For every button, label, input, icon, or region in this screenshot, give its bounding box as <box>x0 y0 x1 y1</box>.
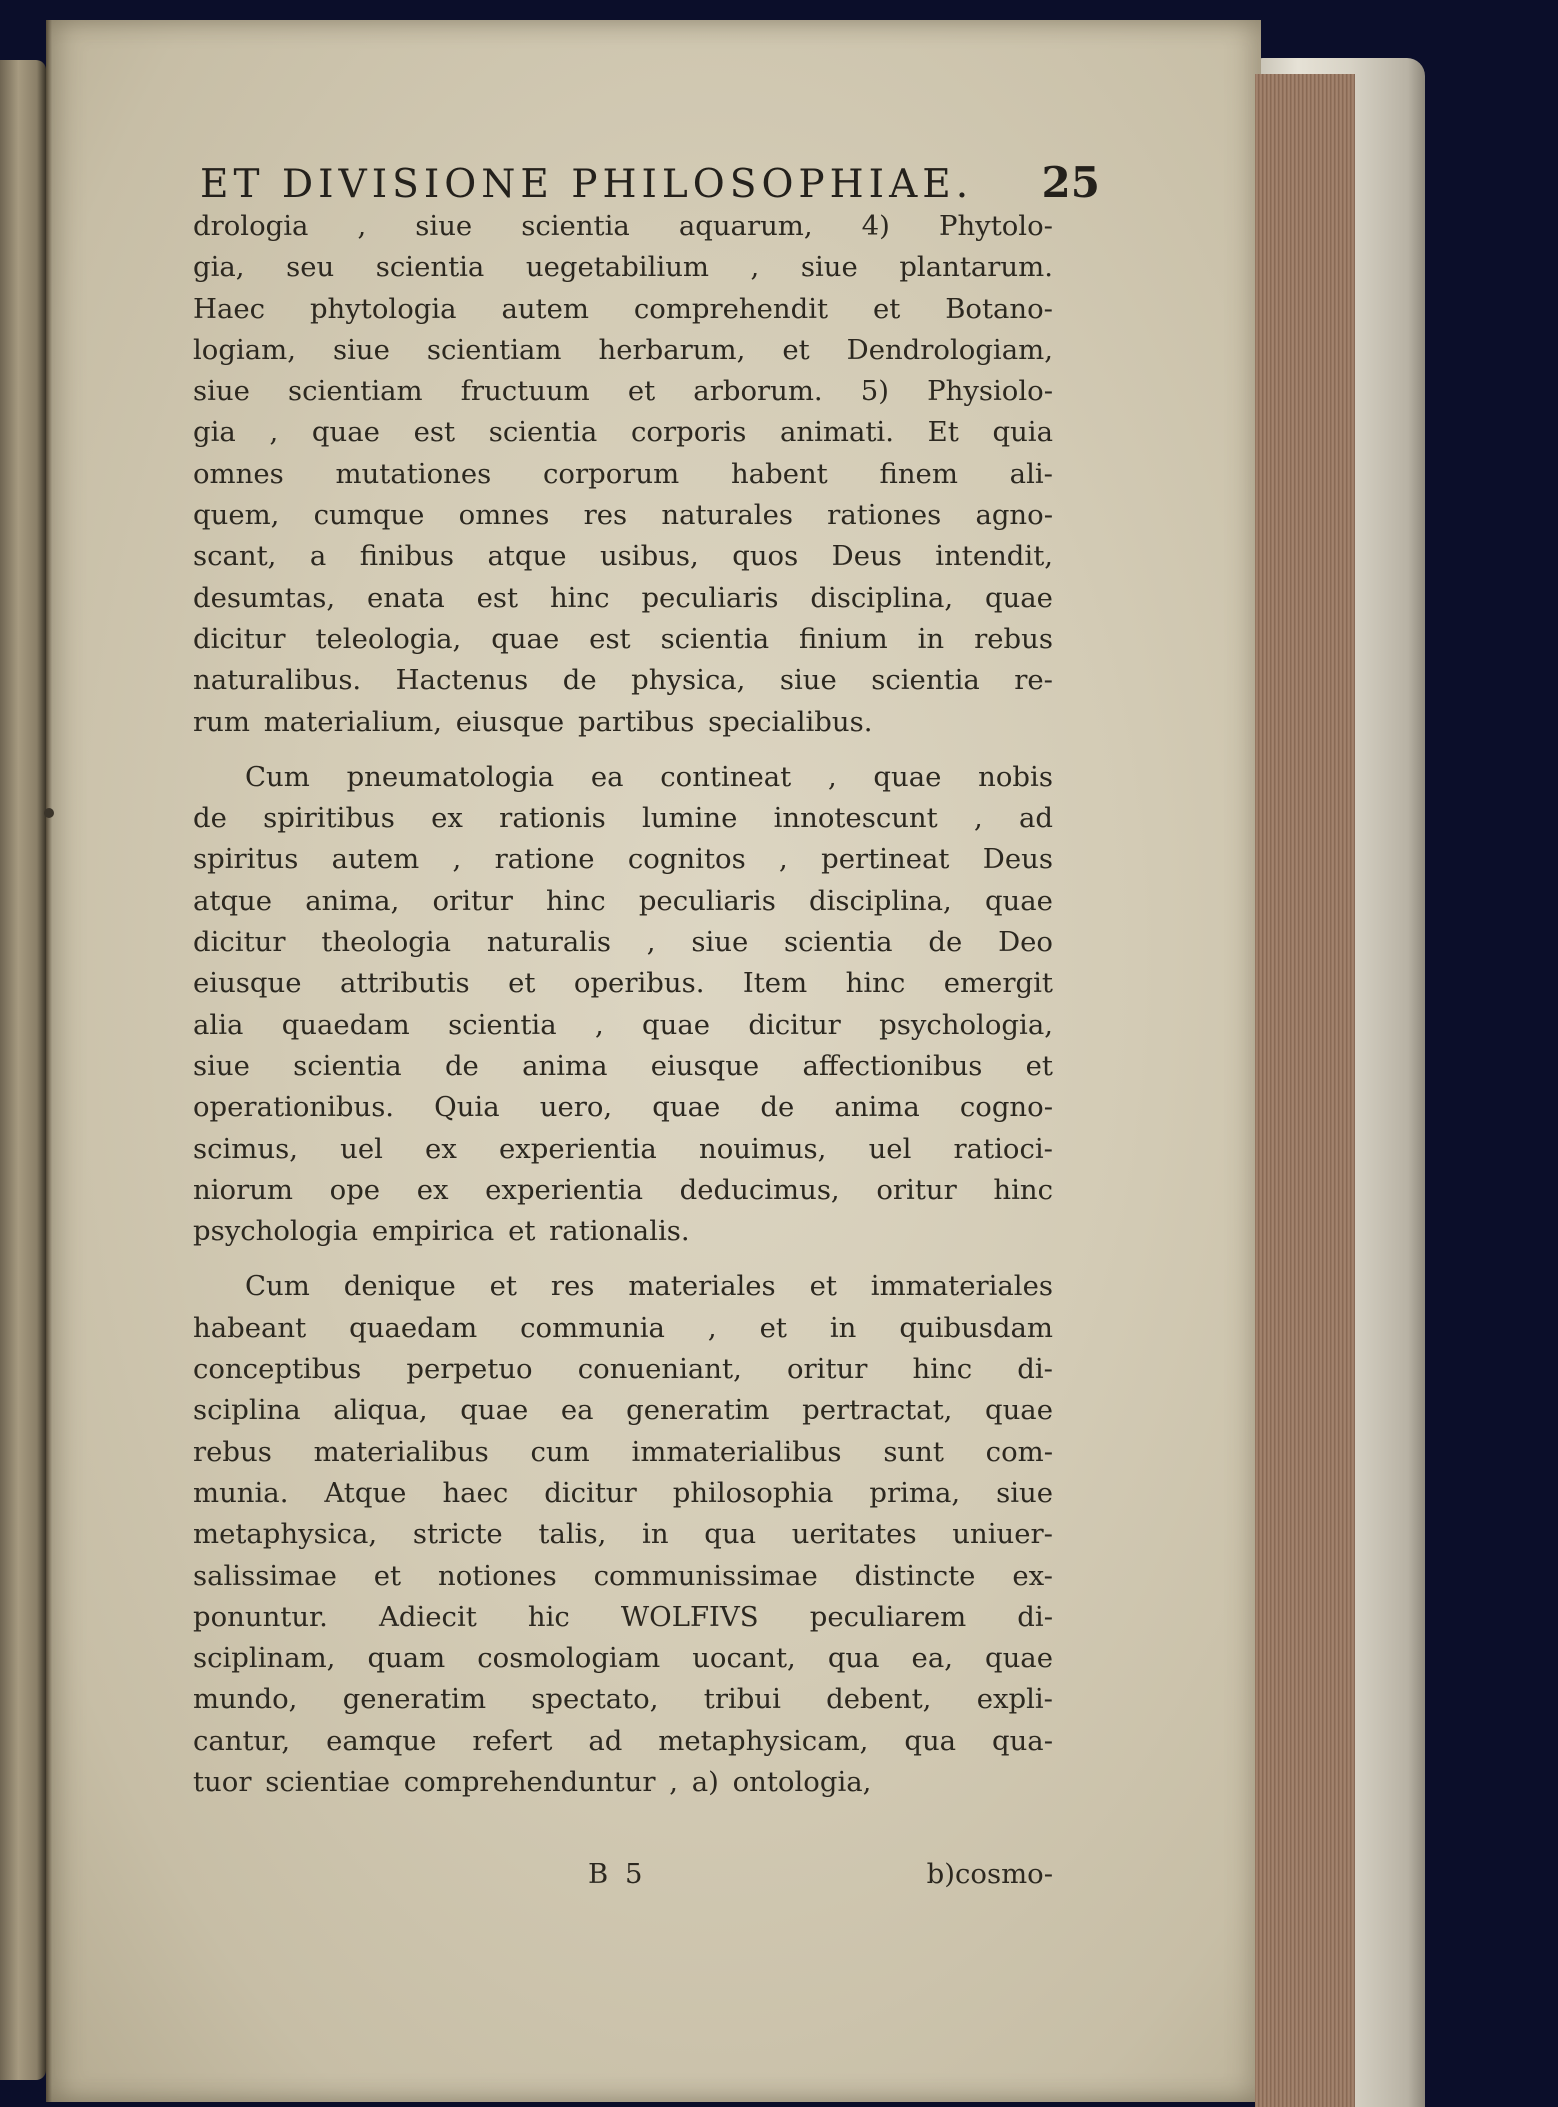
text-line: siue scientia de anima eiusque affectionibus et <box>193 1049 1053 1082</box>
text-line: alia quaedam scientia , quae dicitur psychologia, <box>193 1008 1053 1041</box>
text-line: scant, a finibus atque usibus, quos Deus intendit, <box>193 540 1053 573</box>
text-line: salissimae et notiones communissimae distincte ex- <box>193 1559 1053 1592</box>
text-line: munia. Atque haec dicitur philosophia prima, siue <box>193 1476 1053 1509</box>
text-line: spiritus autem , ratione cognitos , pertineat Deus <box>193 843 1053 876</box>
previous-page-edge <box>0 60 46 2080</box>
paragraph <box>193 206 1053 743</box>
text-line: rebus materialibus cum immaterialibus sunt com- <box>193 1435 1053 1468</box>
page-block-edges <box>1255 74 1355 2107</box>
text-line: atque anima, oritur hinc peculiaris disciplina, quae <box>193 884 1053 917</box>
body-text <box>193 206 1053 1803</box>
text-line: dicitur theologia naturalis , siue scientia de Deo <box>193 926 1053 959</box>
text-line: dicitur teleologia, quae est scientia finium in rebus <box>193 622 1053 655</box>
catchword: b)cosmo- <box>926 1858 1053 1890</box>
text-line: tuor scientiae comprehenduntur , a) ontologia, <box>193 1765 872 1798</box>
text-line: Cum denique et res materiales et immateriales <box>245 1270 1053 1303</box>
page-number: 25 <box>1041 158 1100 207</box>
text-line: sciplina aliqua, quae ea generatim pertractat, quae <box>193 1394 1053 1427</box>
text-line: desumtas, enata est hinc peculiaris disciplina, quae <box>193 581 1053 614</box>
text-line: gia, seu scientia uegetabilium , siue plantarum. <box>193 251 1053 284</box>
text-line: sciplinam, quam cosmologiam uocant, qua ea, quae <box>193 1642 1053 1675</box>
text-line: niorum ope ex experientia deducimus, oritur hinc <box>193 1173 1053 1206</box>
text-line: gia , quae est scientia corporis animati. Et quia <box>193 416 1053 449</box>
text-line: conceptibus perpetuo conueniant, oritur hinc di- <box>193 1353 1053 1386</box>
paragraph-gap <box>193 1252 1053 1266</box>
text-line: de spiritibus ex rationis lumine innotescunt , ad <box>193 802 1053 835</box>
paragraph-gap <box>193 743 1053 757</box>
text-line: mundo, generatim spectato, tribui debent, expli- <box>193 1683 1053 1716</box>
page-footer <box>193 1858 1053 1900</box>
text-line: logiam, siue scientiam herbarum, et Dendrologiam, <box>193 333 1053 366</box>
text-line: omnes mutationes corporum habent finem ali- <box>193 457 1053 490</box>
text-line: drologia , siue scientia aquarum, 4) Phytolo- <box>193 210 1053 242</box>
text-line: naturalibus. Hactenus de physica, siue scientia re- <box>193 664 1053 697</box>
text-line: psychologia empirica et rationalis. <box>193 1215 690 1248</box>
signature-mark: B 5 <box>588 1858 647 1890</box>
text-line: rum materialium, eiusque partibus specialibus. <box>193 705 873 738</box>
text-line: scimus, uel ex experientia nouimus, uel ratioci- <box>193 1132 1053 1165</box>
text-line: siue scientiam fructuum et arborum. 5) Physiolo- <box>193 375 1053 408</box>
text-line: Haec phytologia autem comprehendit et Botano- <box>193 292 1053 325</box>
text-line: quem, cumque omnes res naturales rationes agno- <box>193 499 1053 532</box>
text-line: Cum pneumatologia ea contineat , quae nobis <box>245 760 1053 793</box>
text-line: eiusque attributis et operibus. Item hinc emergit <box>193 967 1053 1000</box>
page-gutter <box>46 20 52 2102</box>
paragraph <box>193 1266 1053 1803</box>
text-line: cantur, eamque refert ad metaphysicam, qua qua- <box>193 1724 1053 1757</box>
margin-mark <box>44 808 54 818</box>
text-line: habeant quaedam communia , et in quibusdam <box>193 1311 1053 1344</box>
text-line: operationibus. Quia uero, quae de anima cogno- <box>193 1091 1053 1124</box>
text-line: ponuntur. Adiecit hic WOLFIVS peculiarem di- <box>193 1600 1053 1633</box>
running-head: ET DIVISIONE PHILOSOPHIAE. <box>200 162 974 207</box>
paragraph <box>193 757 1053 1253</box>
text-line: metaphysica, stricte talis, in qua ueritates uniuer- <box>193 1518 1053 1551</box>
